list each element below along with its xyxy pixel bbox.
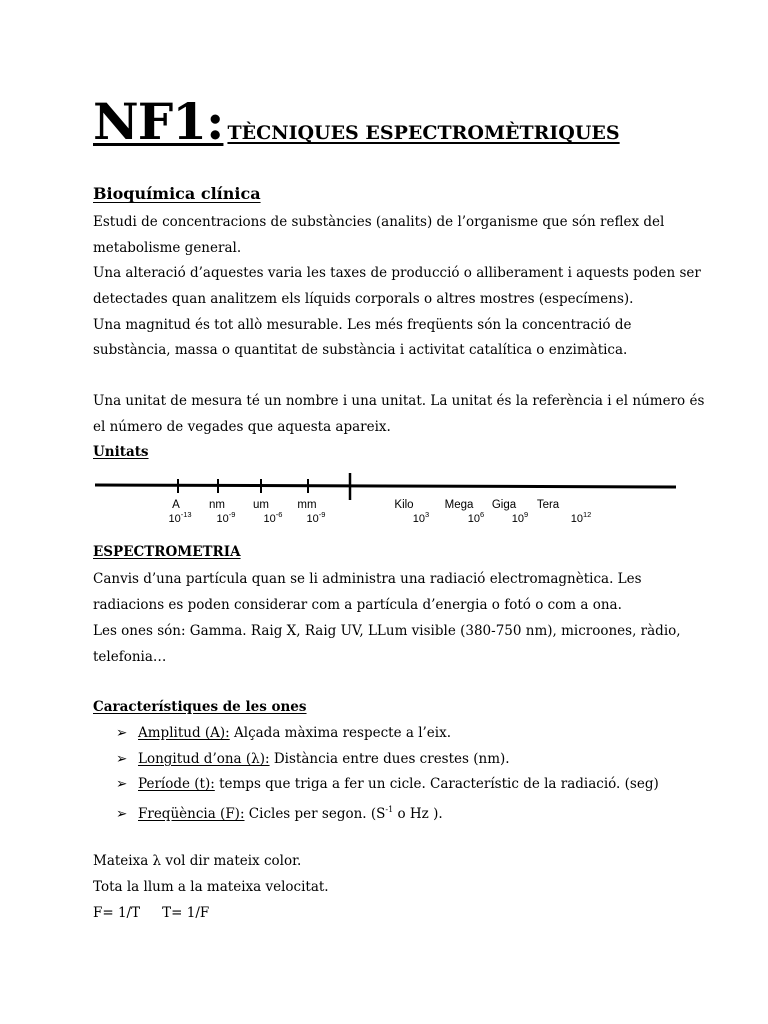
scale-power-label: $10^9$ bbox=[511, 510, 529, 525]
formula-t: T= 1/F bbox=[162, 905, 210, 921]
scale-power-label: $10^{-9}$ bbox=[216, 510, 236, 525]
scale-power-label: $10^{-9}$ bbox=[306, 510, 326, 525]
list-item bbox=[116, 724, 451, 742]
section-heading-espectrometria: ESPECTROMETRIA bbox=[93, 544, 241, 560]
arrow-bullet-icon: ➢ bbox=[116, 806, 128, 822]
scale-unit-label: Kilo bbox=[394, 499, 414, 511]
arrow-bullet-icon: ➢ bbox=[116, 776, 128, 792]
scale-unit-label: Tera bbox=[536, 499, 560, 511]
list-item-term: Període (t): bbox=[138, 776, 215, 792]
paragraph-line: Mateixa λ vol dir mateix color. bbox=[93, 853, 302, 869]
list-item-term: Freqüència (F): bbox=[138, 806, 245, 822]
paragraph-line: Tota la llum a la mateixa velocitat. bbox=[93, 879, 329, 895]
list-item bbox=[116, 801, 443, 823]
paragraph-line: Estudi de concentracions de substàncies (analits) de l’organisme que són reflex del bbox=[93, 214, 665, 230]
list-item-desc: Distància entre dues crestes (nm). bbox=[269, 751, 510, 767]
scale-unit-label: Mega bbox=[444, 499, 474, 511]
scale-power-label: $10^{-6}$ bbox=[263, 510, 283, 525]
superscript: -1 bbox=[385, 805, 394, 814]
scale-unit-label: A bbox=[172, 499, 180, 511]
list-item-desc: Alçada màxima respecte a l’eix. bbox=[229, 725, 452, 741]
arrow-bullet-icon: ➢ bbox=[116, 725, 128, 741]
section-heading-bioquimica: Bioquímica clínica bbox=[93, 184, 261, 203]
scale-unit-label: nm bbox=[209, 499, 225, 511]
list-item-desc: temps que triga a fer un cicle. Característic de la radiació. (seg) bbox=[214, 776, 659, 792]
scale-power-label: $10^{-13}$ bbox=[168, 510, 192, 525]
scale-unit-label: Giga bbox=[491, 499, 517, 511]
list-item bbox=[116, 775, 659, 793]
paragraph-line: Una unitat de mesura té un nombre i una unitat. La unitat és la referència i el número és bbox=[93, 393, 705, 409]
list-item-desc-after: o Hz ). bbox=[393, 806, 443, 822]
scale-axis-line bbox=[95, 485, 676, 487]
scale-unit-label: um bbox=[253, 499, 269, 511]
paragraph-line: metabolisme general. bbox=[93, 240, 242, 256]
title-name: TÈCNIQUES ESPECTROMÈTRIQUES bbox=[227, 122, 620, 144]
scale-unit-label: mm bbox=[297, 499, 317, 511]
paragraph-line: Les ones són: Gamma. Raig X, Raig UV, LLum visible (380-750 nm), microones, ràdio, bbox=[93, 623, 681, 639]
scale-power-label: $10^{12}$ bbox=[570, 510, 592, 525]
section-heading-unitats: Unitats bbox=[93, 444, 149, 460]
section-heading-caracteristiques: Característiques de les ones bbox=[93, 699, 307, 715]
list-item-term: Longitud d’ona (λ): bbox=[138, 751, 270, 767]
formula-f: F= 1/T bbox=[93, 905, 141, 921]
title-code: NF1: bbox=[93, 92, 224, 151]
paragraph-line: el número de vegades que aquesta apareix. bbox=[93, 419, 391, 435]
paragraph-line: radiacions es poden considerar com a partícula d’energia o fotó o com a ona. bbox=[93, 597, 622, 613]
formula-line bbox=[93, 904, 209, 922]
list-item-desc: Cicles per segon. (S bbox=[244, 806, 386, 822]
paragraph-line: Una alteració d’aquestes varia les taxes de producció o alliberament i aquests poden ser bbox=[93, 265, 701, 281]
paragraph-line: substància, massa o quantitat de substància i activitat catalítica o enzimàtica. bbox=[93, 342, 628, 358]
scale-power-label: $10^3$ bbox=[412, 510, 430, 525]
paragraph-line: Una magnitud és tot allò mesurable. Les més freqüents són la concentració de bbox=[93, 317, 632, 333]
list-item bbox=[116, 750, 510, 768]
paragraph-line: detectades quan analitzem els líquids corporals o altres mostres (especímens). bbox=[93, 291, 634, 307]
list-item-term: Amplitud (A): bbox=[138, 725, 230, 741]
units-scale-figure bbox=[90, 470, 690, 530]
arrow-bullet-icon: ➢ bbox=[116, 751, 128, 767]
page-title bbox=[93, 92, 620, 151]
paragraph-line: telefonia… bbox=[93, 649, 167, 665]
scale-power-label: $10^6$ bbox=[467, 510, 485, 525]
paragraph-line: Canvis d’una partícula quan se li administra una radiació electromagnètica. Les bbox=[93, 571, 642, 587]
